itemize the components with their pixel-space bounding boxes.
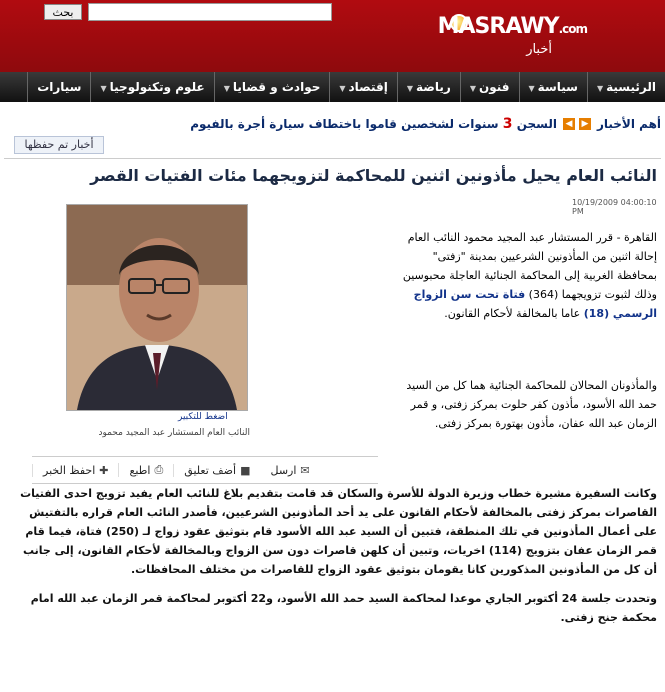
logo-text: MASRAWY.com <box>437 14 587 39</box>
nav-item-economy[interactable]: إقتصاد▼ <box>329 72 397 102</box>
envelope-icon: ✉ <box>300 463 310 477</box>
lead-after-text: عاما بالمخالفة لأحكام القانون. <box>444 307 581 320</box>
photo-enlarge-link[interactable]: اضغط للتكبير <box>178 412 228 422</box>
chevron-down-icon: ▼ <box>596 84 604 93</box>
article-paragraph-2: والمأذونان المحالان للمحاكمة الجنائية هما كل من السيد حمد الله الأسود، مأذون كفر حلوت بمركز زفتى، و قمر الزمان عبد الله عفان، مأذون بهتورة بمركز زفتى. <box>406 379 657 430</box>
ticker-prev-icon[interactable]: ▶ <box>579 118 591 130</box>
nav-item-arts[interactable]: فنون▼ <box>460 72 519 102</box>
search-input[interactable] <box>88 3 332 21</box>
article-toolbar <box>32 456 378 484</box>
chevron-down-icon: ▼ <box>469 84 476 93</box>
main-nav <box>0 72 665 102</box>
nav-item-sports[interactable]: رياضة▼ <box>397 72 460 102</box>
lead-link[interactable]: فتاة تحت سن الزواج الرسمي (18) <box>413 288 657 320</box>
printer-icon: ⎙ <box>154 463 164 476</box>
add-bookmark-icon: ✚ <box>99 463 109 477</box>
site-header <box>0 0 665 72</box>
article-lead <box>395 228 657 323</box>
news-ticker <box>4 115 661 133</box>
divider <box>4 158 661 159</box>
article-timestamp: 10/19/2009 04:00:10 PM <box>572 198 657 216</box>
article-photo[interactable] <box>66 204 248 411</box>
body-paragraph: وتحددت جلسة 24 أكتوبر الجاري موعدا لمحاكمة السيد حمد الله الأسود، و22 أكتوبر لمحاكمة قمر الزمان عبد الله امام محكمة جنح زفتى. <box>30 592 657 624</box>
saved-news-tab[interactable]: أخبار تم حفظها <box>14 136 104 154</box>
chevron-down-icon: ▼ <box>339 84 346 93</box>
search-button[interactable]: بحث <box>44 4 82 20</box>
article-body <box>8 484 657 637</box>
ticker-next-icon[interactable]: ◀ <box>563 118 575 130</box>
nav-item-science[interactable]: علوم وتكنولوجيا▼ <box>90 72 213 102</box>
lead-text: القاهرة - قرر المستشار عبد المجيد محمود النائب العام إحالة اثنين من المأذونين الشرعيين بمدينة "زفتى" بمحافظة الغربية إلى المحاكمة الجنائية العاجلة محبوسين وذلك لثبوت تزويجهما (364) <box>402 231 657 301</box>
ticker-headline[interactable]: السجن 3 سنوات لشخصين قاموا باختطاف سيارة أجرة بالفيوم <box>190 116 557 132</box>
chevron-down-icon: ▼ <box>223 84 230 93</box>
comment-icon: ■ <box>240 463 251 477</box>
add-comment-button[interactable]: ■ أضف تعليق <box>173 464 260 477</box>
portrait-image <box>67 205 247 410</box>
masrawy-logo[interactable] <box>427 6 587 62</box>
article-title: النائب العام يحيل مأذونين اثنين للمحاكمة لتزويجهما مئات الفتيات القصر <box>90 166 657 185</box>
send-button[interactable]: ✉ ارسل <box>270 463 310 477</box>
photo-caption: النائب العام المستشار عبد المجيد محمود <box>98 428 250 438</box>
chevron-down-icon: ▼ <box>100 84 107 93</box>
section-label: أخبار <box>526 42 552 57</box>
nav-item-politics[interactable]: سياسة▼ <box>519 72 587 102</box>
ticker-label: أهم الأخبار <box>596 117 661 131</box>
chevron-down-icon: ▼ <box>406 84 414 93</box>
nav-item-cars[interactable]: سيارات <box>27 72 90 102</box>
body-paragraph: وكانت السفيرة مشيرة خطاب وزيرة الدولة للأسرة والسكان قد قامت بتقديم بلاغ للنائب العام يفيد تزويج احدى الفتيات القاصرات بمركز زفتى بالمخالفة لأحكام القانون على يد أحد المأذونين الشرعيين، فأصدر النائب العام قراره بالتفتيش على أعمال المأذونين في تلك المنطقة، فتبين أن السيد عبد الله الأسود قام بتوثيق عقود زواج لـ (250) فتاة، فيما قام قمر الزمان عفان بتزويج (114) اخريات، وتبين أن كلهن قاصرات دون سن الزواج وبالمخالفة لأحكام القانون، إلى جانب أن كل من المأذونين المذكورين كانا يقومان بتوثيق عقود الزواج للقاصرات من مختلف المحافظات. <box>20 487 657 576</box>
save-news-button[interactable]: ✚ احفظ الخبر <box>32 464 118 477</box>
nav-item-home[interactable]: الرئيسية▼ <box>587 72 665 102</box>
nav-item-accidents[interactable]: حوادث و قضايا▼ <box>214 72 330 102</box>
chevron-down-icon: ▼ <box>528 84 535 93</box>
print-button[interactable]: ⎙ اطبع <box>118 463 173 477</box>
